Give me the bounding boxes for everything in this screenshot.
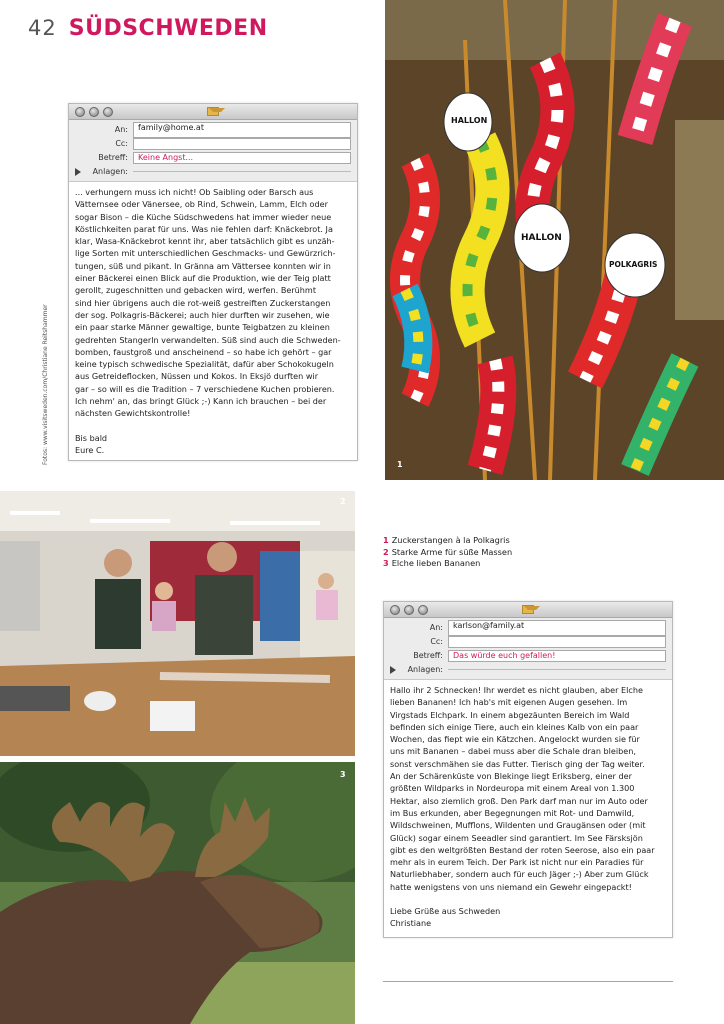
body-line: lieben Bananen! Ich hab's mit eigenen Augen gesehen. Im xyxy=(390,697,628,708)
subject-field[interactable]: Keine Angst... xyxy=(133,152,351,164)
caption-item: 3 Elche lieben Bananen xyxy=(383,558,481,568)
moose-photo xyxy=(0,762,355,1024)
body-line: gar – so will es die Tradition – 7 verschiedene Kuchen probieren. xyxy=(75,383,335,394)
mail-body[interactable] xyxy=(69,182,357,460)
body-line: größten Wildparks in Nordeuropa mit einem Areal von 1.300 xyxy=(390,783,635,794)
divider-rule xyxy=(383,981,673,982)
to-field[interactable]: karlson@family.at xyxy=(448,620,666,636)
mail-titlebar xyxy=(384,602,672,618)
envelope-icon xyxy=(207,107,219,116)
subject-label: Betreff: xyxy=(98,153,128,162)
body-line: Wochen, das fiept wie ein Kätzchen. Angelockt wurden sie für xyxy=(390,734,640,745)
body-line: lige Sorten mit unterschiedlichen Geschmacks- und Gewürzrich- xyxy=(75,248,336,259)
body-line: sogar Bison – die Küche Südschwedens hat immer wieder neue xyxy=(75,211,332,222)
body-line: der sog. Polkagris-Bäckerei; auch hier durften wir zusehen, wie xyxy=(75,309,330,320)
moose-illustration xyxy=(0,762,355,1024)
mail-header xyxy=(69,120,357,182)
candy-label-hallon-2: HALLON xyxy=(521,233,562,243)
subject-label: Betreff: xyxy=(413,651,443,660)
candy-label-hallon-1: HALLON xyxy=(451,116,488,125)
cc-field[interactable] xyxy=(133,138,351,150)
kitchen-photo xyxy=(0,491,355,756)
attachments-label: Anlagen: xyxy=(407,665,443,674)
body-line: aus Getreideflocken, Nüssen und Kokos. In Eksjö durften wir xyxy=(75,371,319,382)
attachments-label: Anlagen: xyxy=(92,167,128,176)
body-line: Ich nehm' an, das bringt Glück ;-) Kann ich brauchen – bei der xyxy=(75,396,327,407)
body-line: Vätternsee oder Vänersee, ob Rind, Schwein, Lamm, Elch oder xyxy=(75,199,328,210)
to-field[interactable]: family@home.at xyxy=(133,122,351,138)
body-line: befinden sich einige Tiere, auch ein kleines Kalb von ein paar xyxy=(390,721,639,732)
body-line: Hektar, also ziemlich groß. Den Park darf man nur im Auto oder xyxy=(390,795,648,806)
photo-number: 2 xyxy=(340,497,346,506)
body-line: sind hier übrigens auch die rot-weiß gestreiften Zuckerstangen xyxy=(75,297,331,308)
photo-captions xyxy=(383,535,512,570)
mail-header xyxy=(384,618,672,680)
signature: Eure C. xyxy=(75,444,105,455)
to-label: An: xyxy=(429,623,443,632)
photo-number: 1 xyxy=(397,460,403,469)
minimize-window-icon[interactable] xyxy=(404,605,414,615)
body-line: Hallo ihr 2 Schnecken! Ihr werdet es nicht glauben, aber Elche xyxy=(390,685,643,695)
caption-item: 1 Zuckerstangen à la Polkagris xyxy=(383,535,510,545)
mail-window-1 xyxy=(68,103,358,461)
photo-number: 3 xyxy=(340,770,346,779)
body-line: gedrehten Stangerln verwandelten. Süß sind auch die Schweden- xyxy=(75,334,341,345)
body-line: Naturliebhaber, sondern auch für euch Jäger ;-) Aber zum Glück xyxy=(390,869,649,880)
zoom-window-icon[interactable] xyxy=(418,605,428,615)
candy-photo xyxy=(385,0,724,480)
disclosure-triangle-icon[interactable] xyxy=(390,666,396,674)
body-line: hatte wenigstens von uns niemand ein Gewehr eingepackt! xyxy=(390,881,632,892)
body-line: nächsten Gewichtskontrolle! xyxy=(75,408,191,419)
envelope-icon xyxy=(522,605,534,614)
body-line: ... verhungern muss ich nicht! Ob Saibling oder Barsch aus xyxy=(75,187,314,197)
mail-window-2 xyxy=(383,601,673,938)
body-line: gerollt, zugeschnitten und gebacken wird, werfen. Berühmt xyxy=(75,285,316,296)
closing: Bis bald xyxy=(75,432,108,443)
minimize-window-icon[interactable] xyxy=(89,107,99,117)
photo-credit: Fotos: www.visitsweden.com/Christiane Reitshammer xyxy=(42,304,49,465)
to-label: An: xyxy=(114,125,128,134)
cc-field[interactable] xyxy=(448,636,666,648)
close-window-icon[interactable] xyxy=(390,605,400,615)
body-line: gibt es den weltgrößten Bestand der roten Seerose, also ein paar xyxy=(390,844,655,855)
candy-label-polkagris: POLKAGRIS xyxy=(609,260,658,269)
disclosure-triangle-icon[interactable] xyxy=(75,168,81,176)
body-line: tungen, süß und pikant. In Gränna am Vättersee konnten wir in xyxy=(75,260,331,271)
page-header xyxy=(28,16,268,46)
subject-field[interactable]: Das würde euch gefallen! xyxy=(448,650,666,662)
close-window-icon[interactable] xyxy=(75,107,85,117)
zoom-window-icon[interactable] xyxy=(103,107,113,117)
page-title: SÜDSCHWEDEN xyxy=(68,16,268,41)
cc-label: Cc: xyxy=(430,637,443,646)
body-line: Wildschweinen, Mufflons, Wildenten und Graugänsen oder (mit xyxy=(390,820,646,831)
closing: Liebe Grüße aus Schweden xyxy=(390,906,501,917)
body-line: Glück) sogar einem Seeadler sind garantiert. Im See Färsksjön xyxy=(390,832,643,843)
body-line: Virgstads Elchpark. In einem abgezäunten Bereich im Wald xyxy=(390,709,630,720)
mail-body[interactable] xyxy=(384,680,672,934)
body-line: bomben, faustgroß und anscheinend – so habe ich gehört – gar xyxy=(75,346,332,357)
body-line: mehr als in eurem Teich. Der Park ist nicht nur ein Paradies für xyxy=(390,857,644,868)
body-line: einer Bäckerei einen Blick auf die Produktion, wie der Teig platt xyxy=(75,273,331,284)
body-line: Köstlichkeiten parat für uns. Was nie fehlen darf: Knäckebrot. Ja xyxy=(75,223,333,234)
page-number: 42 xyxy=(28,16,57,40)
body-line: keine typisch schwedische Spezialität, dafür aber Schokokugeln xyxy=(75,359,334,370)
body-line: sonst verschmähen sie das Futter. Tierisch ging der Tag weiter. xyxy=(390,758,645,769)
body-line: ein paar starke Männer gewaltige, bunte Teigbatzen zu kleinen xyxy=(75,322,330,333)
signature: Christiane xyxy=(390,918,432,929)
body-line: uns mit Bananen – dabei muss aber die Schale dran bleiben, xyxy=(390,746,636,757)
kitchen-illustration xyxy=(0,491,355,756)
cc-label: Cc: xyxy=(115,139,128,148)
body-line: klar, Wasa-Knäckebrot kennt ihr, aber tatsächlich gibt es unzäh- xyxy=(75,236,335,247)
body-line: im Bus erkunden, aber Begegnungen mit Rot- und Damwild, xyxy=(390,807,635,818)
body-line: An der Schärenküste von Blekinge liegt Eriksberg, einer der xyxy=(390,771,632,782)
caption-item: 2 Starke Arme für süße Massen xyxy=(383,546,513,557)
mail-titlebar xyxy=(69,104,357,120)
